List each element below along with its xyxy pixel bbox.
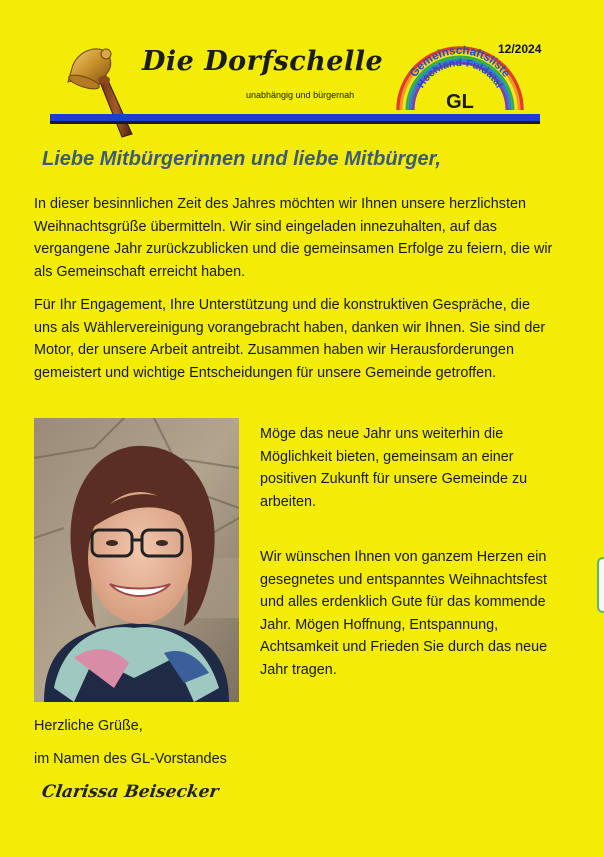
header-divider: [50, 114, 540, 124]
letter-paragraph-3: Möge das neue Jahr uns weiterhin die Möglichkeit bieten, gemeinsam an einer positiven Zukunft für unsere Gemeinde zu arbeiten.: [260, 426, 528, 510]
logo-line1: Gemeinschaftsliste: [407, 44, 513, 80]
board-line: im Namen des GL-Vorstandes: [34, 751, 227, 767]
side-panel-handle[interactable]: [597, 557, 604, 613]
newsletter-title: Die Dorfschelle: [142, 46, 384, 77]
letter-greeting: Liebe Mitbürgerinnen und liebe Mitbürger,: [42, 148, 441, 170]
portrait-photo: [34, 418, 239, 702]
letter-paragraph-2: Für Ihr Engagement, Ihre Unterstützung und die konstruktiven Gespräche, die uns als Wählervereinigung vorangebracht haben, danken wir Ihnen. Sie sind der Motor, der unsere Arbeit antreibt. Zusammen haben wir Herausforderungen gemeistert und wichtige Entscheidungen für unsere Gemeinde getroffen.: [34, 297, 546, 381]
logo-abbr: GL: [446, 91, 474, 112]
letter-paragraph-4: Wir wünschen Ihnen von ganzem Herzen ein gesegnetes und entspanntes Weihnachtsfest und alles erdenklich Gute für das kommende Jahr. Mögen Hoffnung, Entspannung, Achtsamkeit und Frieden Sie durch das neue Jahr tragen.: [260, 549, 548, 678]
closing-phrase: Herzliche Grüße,: [34, 718, 143, 734]
logo-line2: Hochland-Fuldatal: [414, 56, 506, 91]
rainbow-logo: [392, 42, 526, 112]
issue-number: 12/2024: [498, 42, 542, 56]
newsletter-tagline: unabhängig und bürgernah: [246, 90, 355, 100]
signature: Clarissa Beisecker: [40, 782, 220, 802]
letter-paragraph-1: In dieser besinnlichen Zeit des Jahres möchten wir Ihnen unsere herzlichsten Weihnachtsgrüße übermitteln. Wir sind eingeladen innezuhalten, auf das vergangene Jahr zurückzublicken und die gemeinsamen Erfolge zu feiern, die wir als Gemeinschaft erreicht haben.: [34, 196, 553, 280]
